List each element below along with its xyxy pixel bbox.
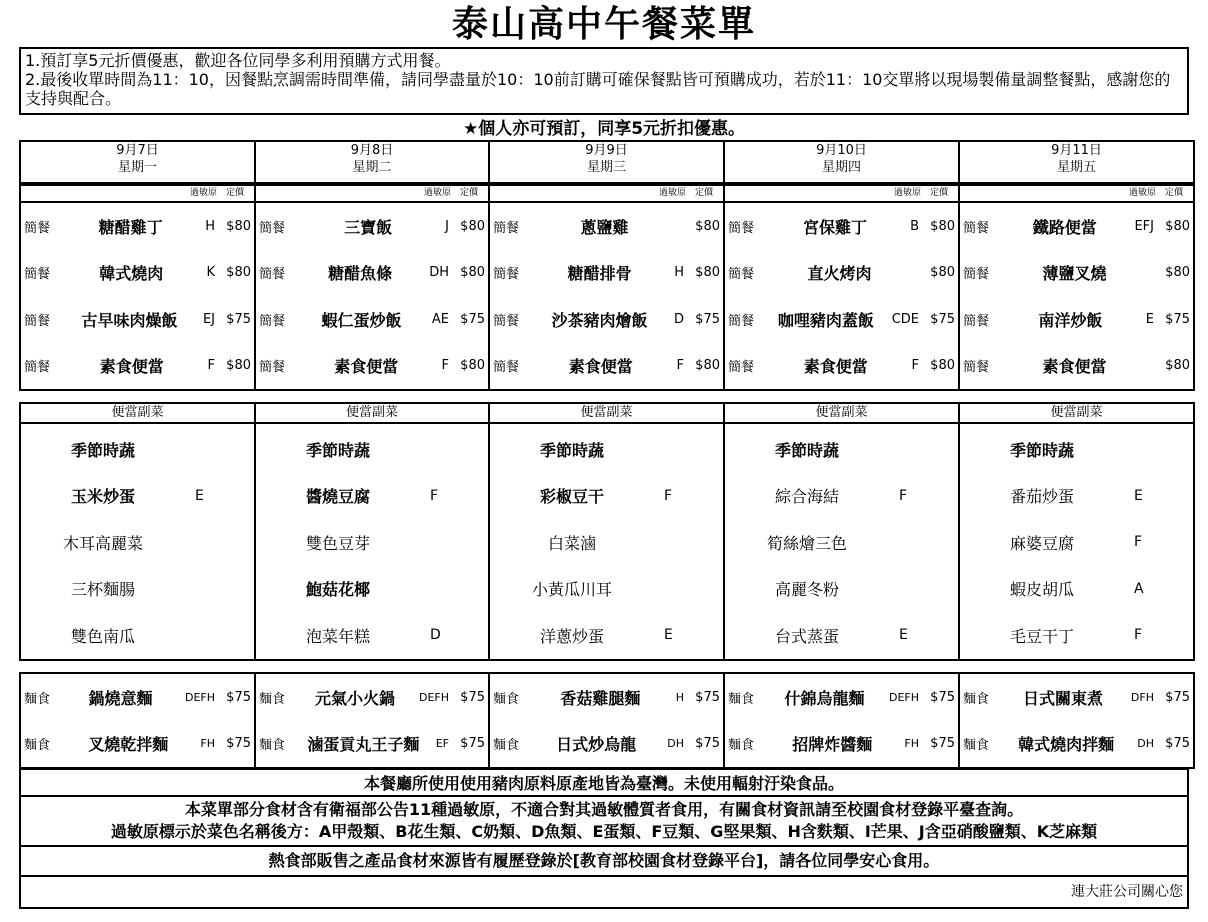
- meal-price: $80: [695, 358, 720, 374]
- meal-category: 簡餐: [259, 220, 286, 236]
- meal-dish-name: 素食便當: [1042, 357, 1107, 377]
- side-dish-name: 雙色南瓜: [70, 626, 135, 646]
- meal-item: [256, 296, 488, 343]
- noodle-dish-name: 招牌炸醬麵: [792, 735, 873, 755]
- side-dish-name: 鮑菇花椰: [305, 580, 370, 600]
- noodle-item: [490, 674, 723, 721]
- noodle-item: [21, 674, 254, 721]
- meal-allergen: E: [1145, 311, 1154, 327]
- meal-category: 簡餐: [728, 267, 755, 283]
- side-dish-name: 泡菜年糕: [305, 626, 370, 646]
- noodle-day-column: [255, 673, 489, 768]
- meal-item: [21, 250, 254, 297]
- meal-dish-name: 咖哩豬肉蓋飯: [777, 310, 874, 330]
- meal-dish-name: 蔥鹽雞: [580, 217, 629, 237]
- meal-allergen: CDE: [891, 311, 919, 327]
- noodle-dish-name: 韓式燒肉拌麵: [1018, 735, 1115, 755]
- side-item: [490, 566, 723, 613]
- meal-dish-name: 素食便當: [568, 357, 633, 377]
- side-item: [960, 426, 1193, 473]
- meal-dish-name: 素食便當: [334, 357, 399, 377]
- meal-category: 簡餐: [24, 313, 51, 329]
- meal-category: 簡餐: [963, 267, 990, 283]
- noodle-price: $75: [695, 736, 720, 752]
- note-discount: 1.預訂享5元折價優惠，歡迎各位同學多利用預購方式用餐。: [25, 51, 451, 70]
- meal-item: [725, 343, 958, 390]
- side-day-column: [724, 403, 959, 660]
- meal-category: 簡餐: [259, 313, 286, 329]
- meal-price: $80: [930, 218, 955, 234]
- meal-dish-name: 蝦仁蛋炒飯: [321, 310, 402, 330]
- meal-category: 簡餐: [493, 313, 520, 329]
- meal-dish-name: 三寶飯: [344, 217, 393, 237]
- side-day-column: [255, 403, 489, 660]
- meal-price: $80: [695, 218, 720, 234]
- meal-dish-name: 韓式燒肉: [99, 264, 164, 284]
- footer-company: 連大莊公司關心您: [19, 877, 1189, 909]
- side-dish-name: 醬燒豆腐: [305, 487, 370, 507]
- side-header: 便當副菜: [490, 404, 723, 424]
- day-weekday: 星期二: [352, 160, 392, 175]
- noodle-item: [960, 674, 1193, 721]
- side-day-column: [489, 403, 724, 660]
- side-allergen: E: [899, 627, 908, 644]
- side-allergen: F: [664, 487, 673, 504]
- meal-allergen: K: [206, 265, 215, 281]
- meal-item: [960, 203, 1193, 250]
- meal-allergen: F: [911, 358, 919, 374]
- noodle-allergen: FH: [200, 737, 215, 751]
- meal-item: [490, 250, 723, 297]
- meal-price: $80: [460, 218, 485, 234]
- meal-category: 簡餐: [728, 220, 755, 236]
- meal-category: 簡餐: [728, 360, 755, 376]
- star-note: ★個人亦可預訂，同享5元折扣優惠。: [462, 119, 746, 139]
- meal-category: 簡餐: [963, 313, 990, 329]
- day-header-cell: [959, 141, 1194, 183]
- side-dish-name: 季節時蔬: [305, 440, 370, 460]
- side-allergen: D: [430, 627, 441, 644]
- side-row: [20, 403, 1194, 660]
- meal-allergen: H: [674, 265, 684, 281]
- side-item: [725, 473, 958, 520]
- noodle-allergen: FH: [904, 737, 919, 751]
- side-dish-name: 雙色豆芽: [305, 533, 370, 553]
- meal-price: $80: [226, 358, 251, 374]
- side-item: [725, 519, 958, 566]
- noodle-day-column: [959, 673, 1194, 768]
- meal-dish-name: 南洋炒飯: [1038, 310, 1103, 330]
- side-item: [725, 426, 958, 473]
- day-date: 9月8日: [350, 143, 394, 158]
- side-item: [490, 612, 723, 659]
- meal-price: $75: [460, 311, 485, 327]
- side-item: [960, 566, 1193, 613]
- meal-day-column: [724, 183, 959, 390]
- footer-source: 熱食部販售之產品食材來源皆有履歷登錄於[教育部校園食材登錄平台]，請各位同學安心食用。: [19, 847, 1189, 877]
- noodle-category: 麵食: [493, 691, 520, 707]
- side-item: [21, 473, 254, 520]
- noodle-price: $75: [930, 689, 955, 705]
- page-title: 泰山高中午餐菜單: [451, 4, 756, 45]
- meal-item: [960, 343, 1193, 390]
- meal-category: 簡餐: [259, 360, 286, 376]
- side-dish-name: 高麗冬粉: [774, 580, 839, 600]
- day-weekday: 星期四: [821, 160, 861, 175]
- side-table: [19, 402, 1195, 661]
- side-header: 便當副菜: [960, 404, 1193, 424]
- noodle-allergen: DH: [667, 737, 684, 751]
- noodle-table: [19, 672, 1195, 769]
- noodle-category: 麵食: [259, 738, 286, 754]
- meal-row: [20, 183, 1194, 390]
- side-item: [256, 566, 488, 613]
- footer-allergen: [19, 797, 1189, 847]
- day-date: 9月7日: [116, 143, 159, 158]
- meal-price: $75: [930, 311, 955, 327]
- noodle-item: [490, 721, 723, 768]
- allergen-price-header: 過敏原 定價: [20, 184, 255, 203]
- note-deadline: 2.最後收單時間為11：10，因餐點烹調需時間準備，請同學盡量於10：10前訂購可確保餐點皆可預購成功，若於11：10交單將以現場製備量調整餐點，感謝您的支持與配合。: [25, 70, 1171, 108]
- meal-item: [725, 203, 958, 250]
- meal-day-column: [20, 183, 255, 390]
- meal-price: $80: [226, 265, 251, 281]
- meal-price: $80: [1165, 358, 1190, 374]
- meal-dish-name: 素食便當: [99, 357, 164, 377]
- noodle-category: 麵食: [963, 691, 990, 707]
- meal-dish-name: 薄鹽叉燒: [1042, 264, 1107, 284]
- noodle-item: [256, 674, 488, 721]
- noodle-day-column: [489, 673, 724, 768]
- side-allergen: F: [430, 487, 439, 504]
- meal-category: 簡餐: [728, 313, 755, 329]
- meal-table: [19, 140, 1195, 391]
- meal-item: [490, 343, 723, 390]
- side-item: [256, 612, 488, 659]
- side-item: [960, 473, 1193, 520]
- noodle-category: 麵食: [24, 738, 51, 754]
- side-item: [490, 473, 723, 520]
- footer-allergen-line2: 過敏原標示於菜色名稱後方：A甲殼類、B花生類、C奶類、D魚類、E蛋類、F豆類、G堅果類、H含麩類、I芒果、J含亞硝酸鹽類、K芝麻類: [110, 822, 1098, 841]
- side-dish-name: 番茄炒蛋: [1009, 487, 1074, 507]
- allergen-price-header: 過敏原 定價: [724, 184, 959, 203]
- meal-price: $80: [460, 358, 485, 374]
- side-allergen: F: [1134, 534, 1143, 551]
- noodle-item: [21, 721, 254, 768]
- meal-category: 簡餐: [963, 220, 990, 236]
- meal-allergen: F: [207, 358, 215, 374]
- meal-category: 簡餐: [24, 360, 51, 376]
- noodle-price: $75: [460, 736, 485, 752]
- side-dish-name: 蝦皮胡瓜: [1009, 580, 1074, 600]
- meal-day-column: [255, 183, 489, 390]
- meal-dish-name: 古早味肉燥飯: [81, 310, 178, 330]
- noodle-row: [20, 673, 1194, 768]
- side-allergen: F: [1134, 627, 1143, 644]
- meal-dish-name: 糖醋排骨: [567, 264, 632, 284]
- allergen-price-header: 過敏原 定價: [489, 184, 724, 203]
- noodle-dish-name: 叉燒乾拌麵: [88, 735, 169, 755]
- meal-price: $80: [930, 265, 955, 281]
- noodle-allergen: DFH: [1130, 690, 1154, 704]
- side-item: [960, 612, 1193, 659]
- meal-category: 簡餐: [493, 267, 520, 283]
- meal-item: [21, 203, 254, 250]
- meal-allergen: EFJ: [1134, 218, 1154, 234]
- side-dish-name: 季節時蔬: [70, 440, 135, 460]
- side-dish-name: 彩椒豆干: [539, 487, 604, 507]
- meal-price: $80: [460, 265, 485, 281]
- meal-item: [256, 343, 488, 390]
- side-dish-name: 季節時蔬: [539, 440, 604, 460]
- noodle-dish-name: 元氣小火鍋: [314, 688, 395, 708]
- noodle-allergen: H: [675, 690, 684, 704]
- noodle-price: $75: [930, 736, 955, 752]
- meal-item: [21, 296, 254, 343]
- side-dish-name: 綜合海結: [774, 487, 839, 507]
- side-allergen: F: [899, 487, 908, 504]
- meal-price: $80: [226, 218, 251, 234]
- meal-price: $80: [695, 265, 720, 281]
- side-day-column: [20, 403, 255, 660]
- side-item: [21, 519, 254, 566]
- meal-price: $75: [1165, 311, 1190, 327]
- meal-category: 簡餐: [24, 220, 51, 236]
- side-dish-name: 台式蒸蛋: [774, 626, 839, 646]
- noodle-price: $75: [1165, 736, 1190, 752]
- day-date: 9月10日: [816, 143, 867, 158]
- noodle-category: 麵食: [24, 691, 51, 707]
- meal-allergen: EJ: [202, 311, 215, 327]
- meal-category: 簡餐: [259, 267, 286, 283]
- noodle-price: $75: [226, 736, 251, 752]
- side-dish-name: 麻婆豆腐: [1009, 533, 1074, 553]
- meal-day-column: [489, 183, 724, 390]
- meal-category: 簡餐: [493, 360, 520, 376]
- noodle-allergen: DEFH: [418, 690, 449, 704]
- noodle-day-column: [724, 673, 959, 768]
- side-item: [725, 566, 958, 613]
- side-allergen: A: [1134, 580, 1144, 597]
- side-dish-name: 玉米炒蛋: [70, 487, 135, 507]
- day-weekday: 星期一: [117, 160, 157, 175]
- noodle-category: 麵食: [728, 691, 755, 707]
- meal-item: [725, 250, 958, 297]
- meal-dish-name: 宮保雞丁: [803, 217, 868, 237]
- meal-item: [256, 250, 488, 297]
- noodle-category: 麵食: [493, 738, 520, 754]
- side-header: 便當副菜: [256, 404, 488, 424]
- meal-item: [256, 203, 488, 250]
- meal-dish-name: 素食便當: [803, 357, 868, 377]
- side-dish-name: 季節時蔬: [774, 440, 839, 460]
- side-dish-name: 木耳高麗菜: [62, 533, 143, 553]
- noodle-item: [256, 721, 488, 768]
- side-item: [490, 426, 723, 473]
- side-dish-name: 筍絲燴三色: [766, 533, 847, 553]
- meal-category: 簡餐: [963, 360, 990, 376]
- meal-dish-name: 糖醋雞丁: [98, 217, 163, 237]
- meal-item: [960, 250, 1193, 297]
- noodle-price: $75: [460, 689, 485, 705]
- meal-item: [960, 296, 1193, 343]
- noodle-category: 麵食: [963, 738, 990, 754]
- noodle-dish-name: 香菇雞腿麵: [560, 688, 641, 708]
- meal-dish-name: 直火烤肉: [807, 264, 872, 284]
- noodle-dish-name: 什錦烏龍麵: [784, 688, 865, 708]
- meal-allergen: B: [910, 218, 919, 234]
- noodle-category: 麵食: [728, 738, 755, 754]
- noodle-dish-name: 滷蛋貢丸王子麵: [307, 735, 420, 755]
- side-item: [725, 612, 958, 659]
- day-header-row: [20, 141, 1194, 183]
- meal-dish-name: 沙茶豬肉燴飯: [551, 310, 648, 330]
- noodle-item: [725, 721, 958, 768]
- meal-allergen: J: [445, 218, 449, 234]
- meal-allergen: AE: [431, 311, 449, 327]
- order-notes: [19, 47, 1189, 115]
- meal-dish-name: 鐵路便當: [1032, 217, 1097, 237]
- side-item: [256, 473, 488, 520]
- side-dish-name: 小黃瓜川耳: [531, 580, 612, 600]
- meal-item: [490, 296, 723, 343]
- day-header-cell: [724, 141, 959, 183]
- side-day-column: [959, 403, 1194, 660]
- noodle-price: $75: [1165, 689, 1190, 705]
- side-item: [960, 519, 1193, 566]
- side-dish-name: 洋蔥炒蛋: [539, 626, 604, 646]
- noodle-item: [960, 721, 1193, 768]
- noodle-allergen: DEFH: [184, 690, 215, 704]
- meal-price: $80: [930, 358, 955, 374]
- noodle-allergen: DEFH: [888, 690, 919, 704]
- side-item: [256, 519, 488, 566]
- noodle-allergen: DH: [1137, 737, 1154, 751]
- side-dish-name: 三杯麵腸: [70, 580, 135, 600]
- side-allergen: E: [1134, 487, 1143, 504]
- side-dish-name: 毛豆干丁: [1009, 626, 1074, 646]
- meal-allergen: F: [676, 358, 684, 374]
- day-date: 9月9日: [585, 143, 628, 158]
- meal-dish-name: 糖醋魚條: [328, 264, 393, 284]
- day-date: 9月11日: [1051, 143, 1102, 158]
- footer-allergen-line1: 本菜單部分食材含有衛福部公告11種過敏原，不適合對其過敏體質者食用，有關食材資訊請至校園食材登錄平臺查詢。: [184, 800, 1024, 819]
- meal-day-column: [959, 183, 1194, 390]
- day-header-cell: [255, 141, 489, 183]
- allergen-price-header: 過敏原 定價: [255, 184, 489, 203]
- noodle-day-column: [20, 673, 255, 768]
- noodle-price: $75: [695, 689, 720, 705]
- day-header-cell: [20, 141, 255, 183]
- noodle-dish-name: 鍋燒意麵: [88, 688, 153, 708]
- side-allergen: E: [664, 627, 673, 644]
- side-dish-name: 白菜滷: [547, 533, 596, 553]
- meal-allergen: F: [441, 358, 449, 374]
- day-header-cell: [489, 141, 724, 183]
- meal-item: [490, 203, 723, 250]
- side-item: [490, 519, 723, 566]
- side-allergen: E: [195, 487, 204, 504]
- meal-price: $75: [695, 311, 720, 327]
- meal-item: [21, 343, 254, 390]
- meal-category: 簡餐: [24, 267, 51, 283]
- meal-allergen: DH: [429, 265, 449, 281]
- side-item: [21, 426, 254, 473]
- day-weekday: 星期三: [586, 160, 626, 175]
- meal-allergen: D: [673, 311, 684, 327]
- noodle-category: 麵食: [259, 691, 286, 707]
- side-item: [21, 612, 254, 659]
- meal-category: 簡餐: [493, 220, 520, 236]
- noodle-allergen: EF: [435, 737, 449, 751]
- meal-price: $75: [226, 311, 251, 327]
- day-weekday: 星期五: [1056, 160, 1096, 175]
- meal-item: [725, 296, 958, 343]
- side-item: [21, 566, 254, 613]
- noodle-price: $75: [226, 689, 251, 705]
- side-dish-name: 季節時蔬: [1009, 440, 1074, 460]
- meal-price: $80: [1165, 265, 1190, 281]
- side-header: 便當副菜: [21, 404, 254, 424]
- allergen-price-header: 過敏原 定價: [959, 184, 1194, 203]
- noodle-item: [725, 674, 958, 721]
- meal-price: $80: [1165, 218, 1190, 234]
- side-header: 便當副菜: [725, 404, 958, 424]
- meal-allergen: H: [205, 218, 215, 234]
- noodle-dish-name: 日式關東煮: [1022, 688, 1103, 708]
- footer-pork: 本餐廳所使用使用豬肉原料原產地皆為臺灣。未使用輻射汙染食品。: [19, 768, 1189, 797]
- side-item: [256, 426, 488, 473]
- noodle-dish-name: 日式炒烏龍: [556, 735, 637, 755]
